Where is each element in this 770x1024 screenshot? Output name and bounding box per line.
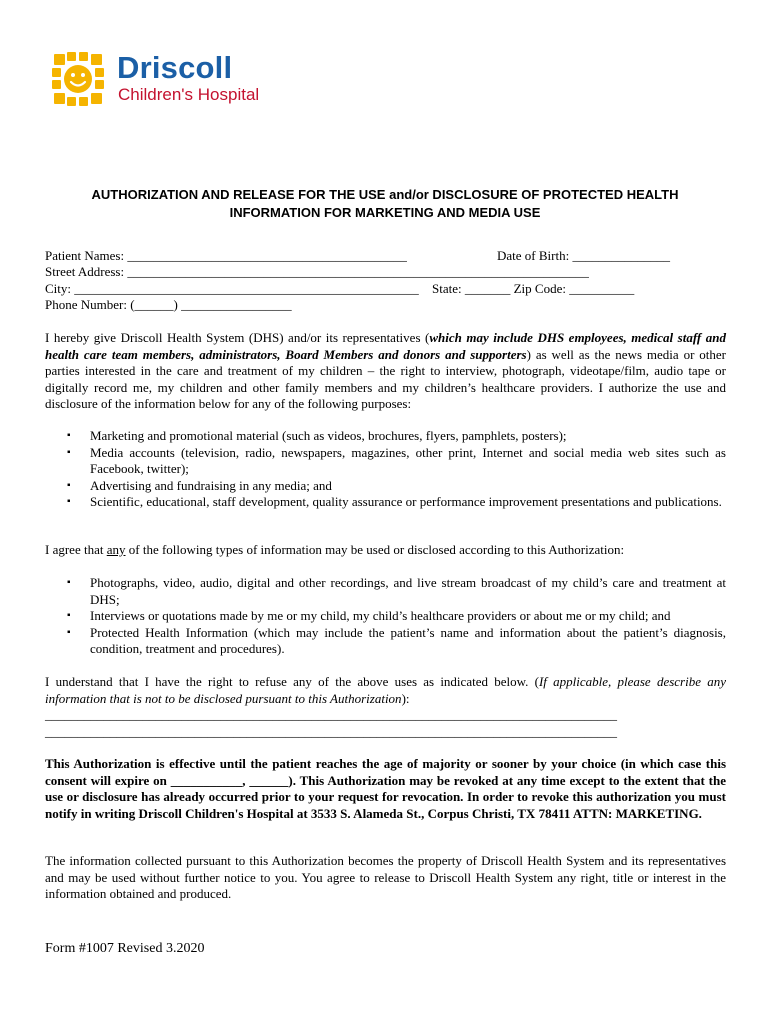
bullet-icon: ▪ <box>67 626 71 638</box>
bullet-icon: ▪ <box>67 430 71 441</box>
effective-period-statement: This Authorization is effective until the patient reaches the age of majority or sooner by your choice (in which case this consent will expire on ___________, ______). This Authorization may be revoked at any time except to the extent that the use or disclosure has already occurred prior to your request for revocation. In order to revoke this authorization you must notify in writing Driscoll Children's Hospital at 3533 S. Alameda St., Corpus Christi, TX 78411 ATTN: MARKETING. <box>45 756 726 821</box>
state-zip-field[interactable]: State: _______ Zip Code: __________ <box>432 281 635 296</box>
list-item <box>45 428 726 445</box>
patient-names-field[interactable]: Patient Names: ___________________________________________ <box>45 248 407 263</box>
date-of-birth-field[interactable]: Date of Birth: _______________ <box>497 248 670 263</box>
intro-representatives-list: which may include DHS employees, medical staff and health care team members, administrators, Board Members and donors and supporters <box>45 330 726 362</box>
bullet-icon: ▪ <box>67 479 71 491</box>
phone-number-field[interactable]: Phone Number: (______) _________________ <box>45 297 292 312</box>
form-title-line-2: INFORMATION FOR MARKETING AND MEDIA USE <box>229 205 541 220</box>
refuse-text-2: ): <box>401 690 410 706</box>
bullet-icon: ▪ <box>67 446 71 458</box>
purpose-text: Marketing and promotional material (such as videos, brochures, flyers, pamphlets, posters); <box>90 428 567 443</box>
property-statement: The information collected pursuant to this Authorization becomes the property of Driscoll Health System and its representatives and may be used without further notice to you. You agree to release to Driscoll Health System any right, title or interest in the information obtained and produced. <box>45 853 726 902</box>
refuse-instructions: If applicable, please describe any information that is not to be disclosed pursuant to this Authorization <box>45 674 726 706</box>
list-item <box>45 608 726 625</box>
list-item <box>45 575 726 608</box>
form-title-line-1: AUTHORIZATION AND RELEASE FOR THE USE and/or DISCLOSURE OF PROTECTED HEALTH <box>91 187 679 202</box>
information-types-list <box>45 575 726 658</box>
agree-text-2: of the following types of information may be used or disclosed according to this Authorization: <box>125 542 625 557</box>
info-type-text: Protected Health Information (which may include the patient’s name and information about the patient’s diagnosis, condition, treatment and procedures). <box>90 624 726 657</box>
agree-statement <box>45 542 726 559</box>
info-type-text: Interviews or quotations made by me or my child, my child’s healthcare providers or about me or my child; and <box>90 608 671 624</box>
list-item <box>45 494 726 511</box>
info-type-text: Photographs, video, audio, digital and other recordings, and live stream broadcast of my child’s care and treatment at DHS; <box>90 575 726 607</box>
bullet-icon: ▪ <box>67 496 71 508</box>
intro-text-2: ) as well as the news media or other parties interested in the care and treatment of my children – the right to interview, photograph, videotape/film, audio tape or digitally record me, my children and other family members and my children’s healthcare providers. I authorize the use and disclosure of the information below for any of the following purposes: <box>45 346 726 412</box>
list-item <box>45 625 726 658</box>
refusal-statement <box>45 674 726 707</box>
form-title <box>40 186 730 222</box>
refuse-text-1: I understand that I have the right to refuse any of the above uses as indicated below. ( <box>45 674 539 689</box>
purposes-list <box>45 428 726 511</box>
agree-any: any <box>106 542 126 557</box>
exclusion-line-2[interactable]: ________________________________________________________________________________________ <box>45 724 617 739</box>
sun-face-icon <box>52 52 104 108</box>
bullet-icon: ▪ <box>67 577 71 588</box>
intro-text-1: I hereby give Driscoll Health System (DHS) and/or its representatives ( <box>45 330 430 345</box>
purpose-text: Advertising and fundraising in any media; and <box>90 477 332 493</box>
authorization-intro <box>45 330 726 413</box>
logo-subtitle: Children's Hospital <box>118 85 260 104</box>
city-field[interactable]: City: _____________________________________________________ <box>45 281 419 296</box>
list-item <box>45 445 726 478</box>
form-number: Form #1007 Revised 3.2020 <box>45 941 205 956</box>
list-item <box>45 478 726 495</box>
exclusion-line-1[interactable]: ________________________________________________________________________________________ <box>45 707 617 722</box>
agree-text-1: I agree that <box>45 542 107 557</box>
purpose-text: Media accounts (television, radio, newspapers, magazines, other print, Internet and social media web sites such as Facebook, twitter); <box>90 444 726 477</box>
bullet-icon: ▪ <box>67 610 71 622</box>
purpose-text: Scientific, educational, staff development, quality assurance or performance improvement presentations and publications. <box>90 494 722 510</box>
logo-name: Driscoll <box>117 50 233 85</box>
street-address-field[interactable]: Street Address: _______________________________________________________________________ <box>45 264 589 279</box>
